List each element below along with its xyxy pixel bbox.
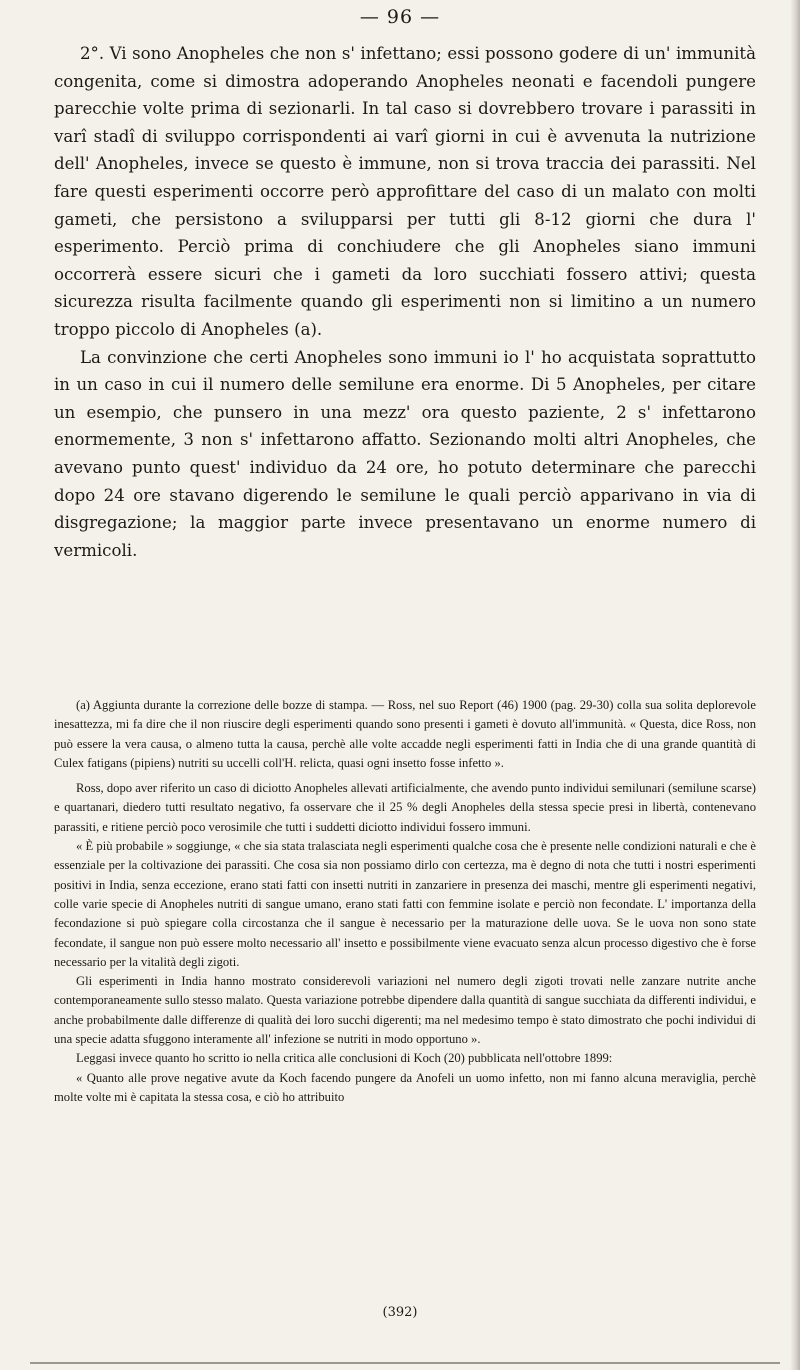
footnote-paragraph: Leggasi invece quanto ho scritto io nella critica alle conclusioni di Koch (20) pubblicata nell'ottobre 1899: [76, 1051, 613, 1066]
main-text [54, 40, 756, 564]
footnote-paragraph: Ross, dopo aver riferito un caso di diciotto Anopheles allevati artificialmente, che avendo punto individui semilunari (semilune scarse) e quartanari, diedero tutti resultato negativo, fa osservare che il 25 % degli Anopheles della stessa specie presi in libertà, contenevano parassiti, e ritiene perciò poco verosimile che tutti i suddetti diciotto individui fossero immuni. [54, 781, 756, 834]
footnote-paragraph: « È più probabile » soggiunge, « che sia stata tralasciata negli esperimenti qualche cosa che è presente nelle condizioni naturali e che è essenziale per la coltivazione dei parassiti. Che cosa sia non possiamo dirlo con certezza, ma è degno di nota che tutti i nostri esperimenti positivi in India, senza eccezione, erano stati fatti con insetti nutriti in zanzariere in presenza dei maschi, mentre gli esperimenti negativi, colle varie specie di Anopheles nutriti di sangue umano, erano stati fatti con femmine isolate e perciò non fecondate. L' importanza della fecondazione si può spiegare colla circostanza che il sangue è necessario per la maturazione delle uova. Se le uova non sono state fecondate, il sangue non può essere molto necessario all' insetto e possibilmente viene evacuato senza alcun processo digestivo che è forse necessario per la vitalità degli zigoti. [54, 839, 756, 969]
signature-mark: (392) [382, 1305, 418, 1320]
bottom-rule [30, 1362, 780, 1364]
footnote: (a) Aggiunta durante la correzione delle bozze di stampa. — Ross, nel suo Report (46) 1900 (pag. 29-30) colla sua solita deplorevole inesattezza, mi fa dire che il non riuscire degli esperimenti quando sono presenti i gameti è dovuto all'immunità. « Questa, dice Ross, non può essere la vera causa, o almeno tutta la causa, perchè alle volte accadde negli esperimenti fatti in India che di una grande quantità di Culex fatigans (pipiens) nutriti su uccelli coll'H. relicta, quasi ogni insetto fosse infetto ». [54, 698, 756, 770]
page-edge [790, 0, 800, 1370]
footnotes [54, 696, 756, 1107]
footnote-paragraph: « Quanto alle prove negative avute da Koch facendo pungere da Anofeli un uomo infetto, non mi fanno alcuna meraviglia, perchè molte volte mi è capitata la stessa cosa, e ciò ho attribuito [54, 1070, 756, 1104]
page-number: — 96 — [359, 6, 441, 28]
paragraph: 2°. Vi sono Anopheles che non s' infettano; essi possono godere di un' immunità congenita, come si dimostra adoperando Anopheles neonati e facendoli pungere parecchie volte prima di sezionarli. In tal caso si dovrebbero trovare i parassiti in varî stadî di sviluppo corrispondenti ai varî giorni in cui è avvenuta la nutrizione dell' Anopheles, invece se questo è immune, non si trova traccia dei parassiti. Nel fare questi esperimenti occorre però approfittare del caso di un malato con molti gameti, che persistono a svilupparsi per tutti gli 8-12 giorni che dura l' esperimento. Perciò prima di conchiudere che gli Anopheles siano immuni occorrerà essere sicuri che i gameti da loro succhiati fossero attivi; questa sicurezza risulta facilmente quando gli esperimenti non si limitino a un numero troppo piccolo di Anopheles (a). [54, 44, 756, 339]
paragraph: La convinzione che certi Anopheles sono immuni io l' ho acquistata soprattutto in un caso in cui il numero delle semilune era enorme. Di 5 Anopheles, per citare un esempio, che punsero in una mezz' ora questo paziente, 2 s' infettarono enormemente, 3 non s' infettarono affatto. Sezionando molti altri Anopheles, che avevano punto quest' individuo da 24 ore, ho potuto determinare che parecchi dopo 24 ore stavano digerendo le semilune le quali perciò apparivano in via di disgregazione; la maggior parte invece presentavano un enorme numero di vermicoli. [54, 347, 756, 560]
footnote-paragraph: Gli esperimenti in India hanno mostrato considerevoli variazioni nel numero degli zigoti trovati nelle zanzare nutrite anche contemporaneamente sullo stesso malato. Questa variazione potrebbe dipendere dalla quantità di sangue succhiata da differenti individui, e anche probabilmente dalle differenze di qualità dei loro succhi digerenti; ma nel medesimo tempo è stato dimostrato che pochi individui di una specie adatta sfuggono interamente all' infezione se nutriti in modo opportuno ». [54, 974, 756, 1047]
